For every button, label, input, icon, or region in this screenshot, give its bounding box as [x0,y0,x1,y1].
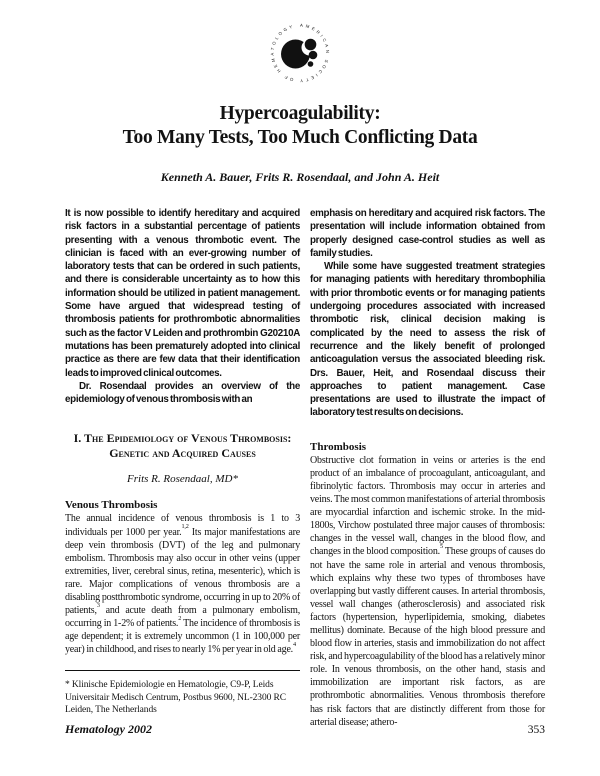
two-column-body [65,207,545,729]
summary-intro-left [65,207,300,406]
paper-title [0,102,600,150]
section-heading-line-1: I. The Epidemiology of Venous Thrombosis: [73,431,292,446]
journal-name: Hematology 2002 [65,722,152,736]
ash-society-logo-icon [268,21,332,85]
thrombosis-paragraph: Obstructive clot formation in veins or arteries is the end product of an imbalance of procoagulant, anticoagulant, and fibrinolytic factors. Thrombosis may occur in arteries and veins. The most common manifestations of arterial thrombosis are myocardial infarction and ischemic stroke. In the mid-1800s, Virchow postulated three major causes of thrombosis: changes in the vessel wall, changes in the blood flow, and changes in the blood composition.$^5$ These groups of causes do not have the same role in arterial and venous thrombosis, which explains why these two types of thromboses have overlapping but vastly different causes. In arterial thrombosis, vessel wall changes (atherosclerosis) and associated risk factors (hypertension, hyperlipidemia, smoking, diabetes mellitus) dominate. Because of the high blood pressure and blood flow in arteries, stasis and immobilization do not affect risk, and hypercoagulability of the blood has a relatively minor role. In venous thrombosis, on the other hand, stasis and immobilization are important risk factors, as are prothrombotic abnormalities. Venous thrombosis therefore has risk factors that are distinctly different from those for arterial disease; athero- [310,454,545,728]
logo-ring-text: AMERICAN SOCIETY OF HEMATOLOGY [269,22,331,84]
summary-intro-right [310,207,545,420]
subsection-heading-venous-thrombosis: Venous Thrombosis [65,499,158,512]
page-footer [65,722,545,737]
logo-container [0,0,600,90]
authors-line: Kenneth A. Bauer, Frits R. Rosendaal, and John A. Heit [160,170,440,184]
intro-paragraph: It is now possible to identify hereditary and acquired risk factors in a substantial percentage of patients presenting with a venous thrombotic event. The clinician is faced with an ever-growing number of laboratory tests that can be ordered in such patients, and there is considerable uncertainty as to how this information should be utilized in patient management. Some have argued that widespread testing of thrombosis patients for prothrombotic abnormalities such as the factor V Leiden and prothrombin G20210A mutations has been prematurely adopted into clinical practice as there are few data that their identification leads to improved clinical outcomes. [65,208,300,379]
footnote-divider [65,670,300,671]
section-heading-line-2: Genetic and Acquired Causes [109,446,256,461]
left-column [65,207,300,729]
section-byline: Frits R. Rosendaal, MD* [127,473,238,486]
intro-paragraph: While some have suggested treatment strategies for managing patients with hereditary thrombophilia with prior thrombotic events or for managing patients undergoing procedures associated with increased thrombotic risk, clinical decision making is complicated by the need to assess the risk of recurrence and the likely benefit of prolonged anticoagulation versus the associated bleeding risk. Drs. Bauer, Heit, and Rosendaal discuss their approaches to patient management. Case presentations are used to illustrate the impact of laboratory test results on decisions. [310,261,545,419]
title-line-2: Too Many Tests, Too Much Conflicting Data [122,127,478,148]
venous-thrombosis-paragraph: The annual incidence of venous thrombosis is 1 to 3 individuals per 1000 per year.$^{1,2}$ Its major manifestations are deep vein thrombosis (DVT) of the leg and pulmonary embolism. Thrombosis may also occur in other veins (upper extremities, liver, cerebral sinus, retina, mesenteric), which is rare. Major complications of venous thrombosis are a disabling postthrombotic syndrome, occurring in up to 20% of patients,$^3$ and acute death from a pulmonary embolism, occurring in 1-2% of patients.$^2$ The incidence of thrombosis is age dependent; it is extremely uncommon (1 in 100,000 per year) in childhood, and rises to nearly 1% per year in old age.$^4$ [65,513,300,656]
affiliation-footnote: * Klinische Epidemiologie en Hematologie, C9-P, Leids Universitair Medisch Centrum, Postbus 9600, NL-2300 RC Leiden, The Netherlands [65,680,287,715]
right-column [310,207,545,729]
intro-paragraph: Dr. Rosendaal provides an overview of the epidemiology of venous thrombosis with an [65,380,300,406]
section-heading [65,431,300,461]
blood-cells-graphic [281,39,318,69]
subsection-heading-thrombosis: Thrombosis [310,440,367,453]
page-number: 353 [527,724,545,736]
intro-paragraph: emphasis on hereditary and acquired risk factors. The presentation will include information obtained from properly designed case-control studies as well as family studies. [310,208,545,259]
title-line-1: Hypercoagulability: [219,103,381,124]
